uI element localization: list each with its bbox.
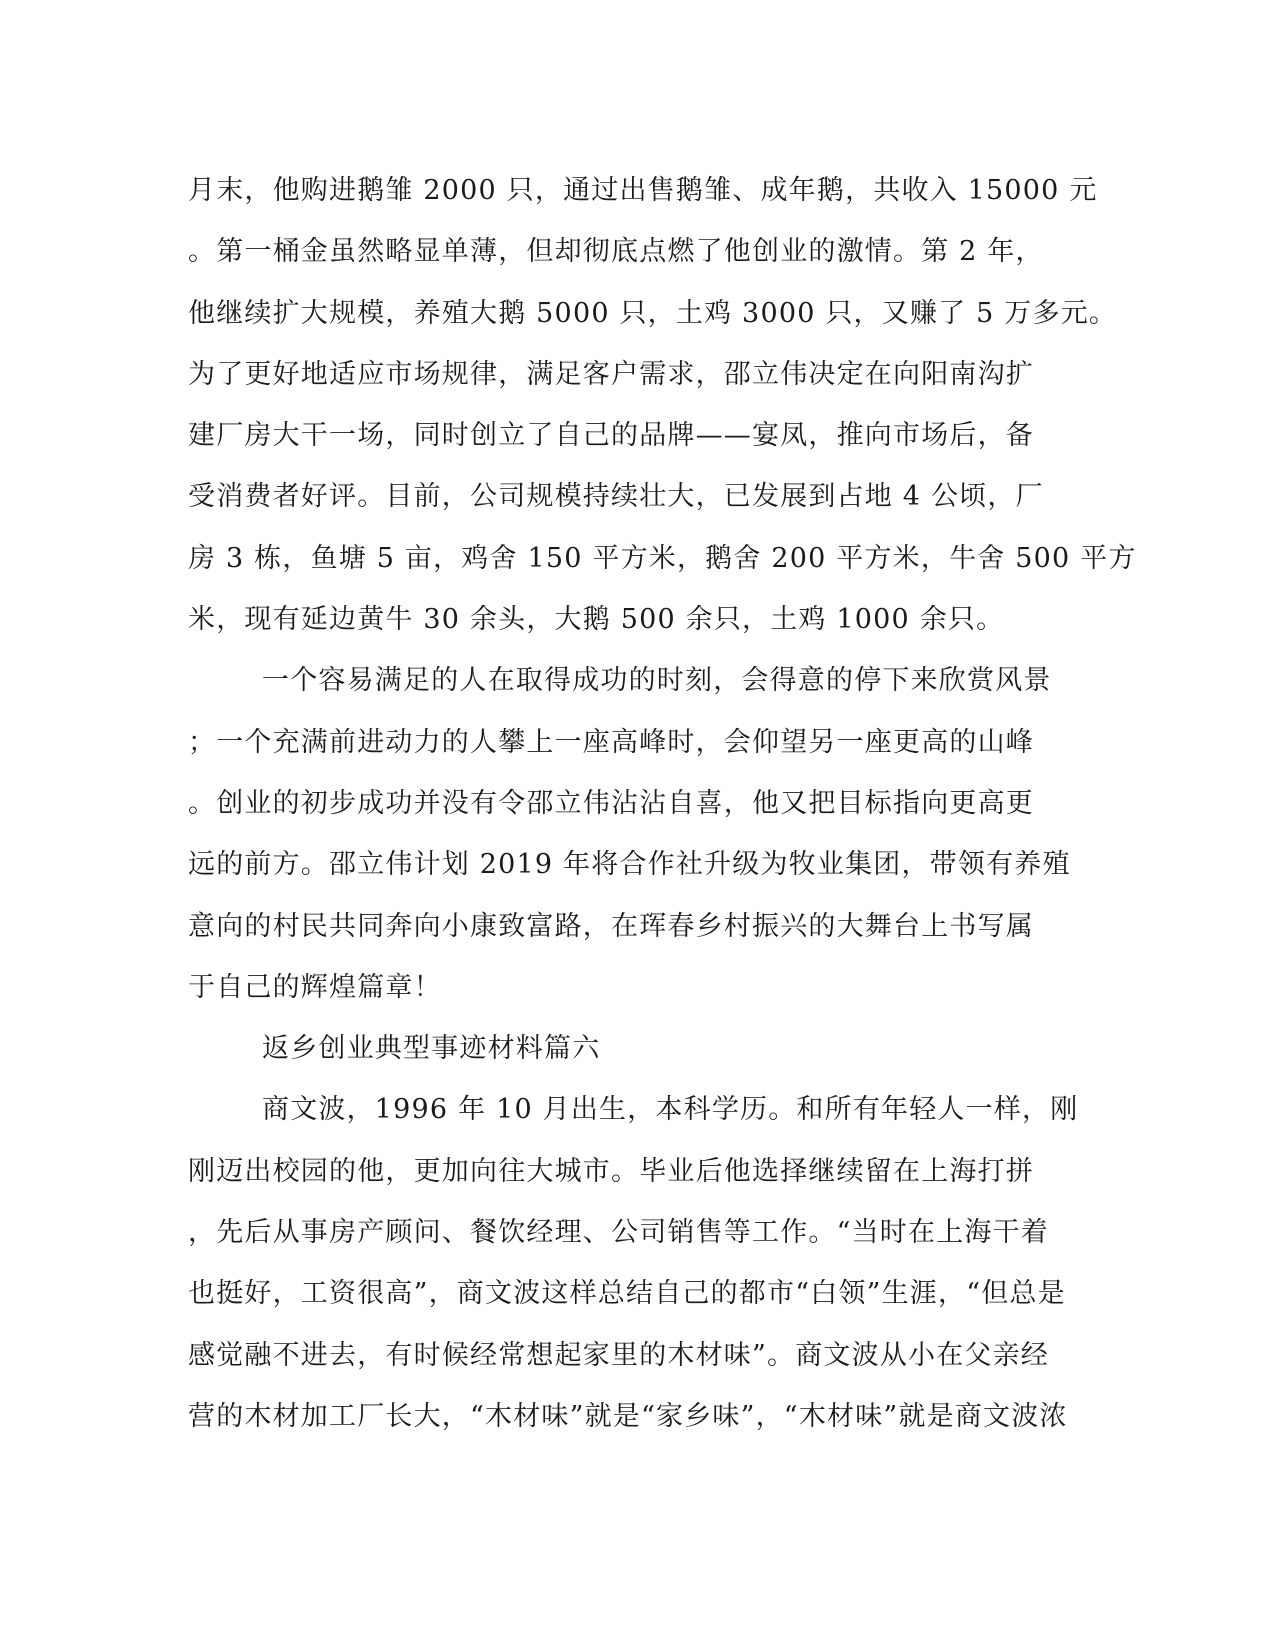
text-line: 月末，他购进鹅雏 2000 只，通过出售鹅雏、成年鹅，共收入 15000 元 <box>188 175 1098 206</box>
text-line: 意向的村民共同奔向小康致富路，在珲春乡村振兴的大舞台上书写属 <box>188 910 1034 942</box>
text-line: 。第一桶金虽然略显单薄，但却彻底点燃了他创业的激情。第 2 年， <box>188 236 1044 268</box>
text-line: 刚迈出校园的他，更加向往大城市。毕业后他选择继续留在上海打拼 <box>188 1155 1034 1187</box>
text-line: 。创业的初步成功并没有令邵立伟沾沾自喜，他又把目标指向更高更 <box>188 787 1034 819</box>
paragraph-start-line: 商文波，1996 年 10 月出生，本科学历。和所有年轻人一样，刚 <box>262 1094 1079 1126</box>
text-line: 米，现有延边黄牛 30 余头，大鹅 500 余只，土鸡 1000 余只。 <box>188 604 1005 636</box>
text-line: 为了更好地适应市场规律，满足客户需求，邵立伟决定在向阳南沟扩 <box>188 358 1034 390</box>
text-line: 远的前方。邵立伟计划 2019 年将合作社升级为牧业集团，带领有养殖 <box>188 849 1071 881</box>
text-line: 也挺好，工资很高”，商文波这样总结自己的都市“白领”生涯，“但总是 <box>188 1278 1066 1310</box>
text-line: 于自己的辉煌篇章！ <box>188 971 442 1003</box>
paragraph-start-line: 一个容易满足的人在取得成功的时刻，会得意的停下来欣赏风景 <box>262 665 1052 697</box>
text-line: 他继续扩大规模，养殖大鹅 5000 只，土鸡 3000 只，又赚了 5 万多元。 <box>188 297 1118 329</box>
text-line: ，先后从事房产顾问、餐饮经理、公司销售等工作。“当时在上海干着 <box>188 1217 1050 1249</box>
text-line: ；一个充满前进动力的人攀上一座高峰时，会仰望另一座更高的山峰 <box>188 726 1034 758</box>
body-text <box>188 160 1137 1447</box>
text-line: 感觉融不进去，有时候经常想起家里的木材味”。商文波从小在父亲经 <box>188 1339 1050 1371</box>
section-heading: 返乡创业典型事迹材料篇六 <box>262 1033 601 1065</box>
text-line: 营的木材加工厂长大，“木材味”就是“家乡味”，“木材味”就是商文波浓 <box>188 1400 1068 1432</box>
text-line: 房 3 栋，鱼塘 5 亩，鸡舍 150 平方米，鹅舍 200 平方米，牛舍 500 平方 <box>188 542 1137 574</box>
text-line: 受消费者好评。目前，公司规模持续壮大，已发展到占地 4 公顷，厂 <box>188 481 1044 513</box>
text-line: 建厂房大干一场，同时创立了自己的品牌——宴凤，推向市场后，备 <box>188 420 1034 452</box>
